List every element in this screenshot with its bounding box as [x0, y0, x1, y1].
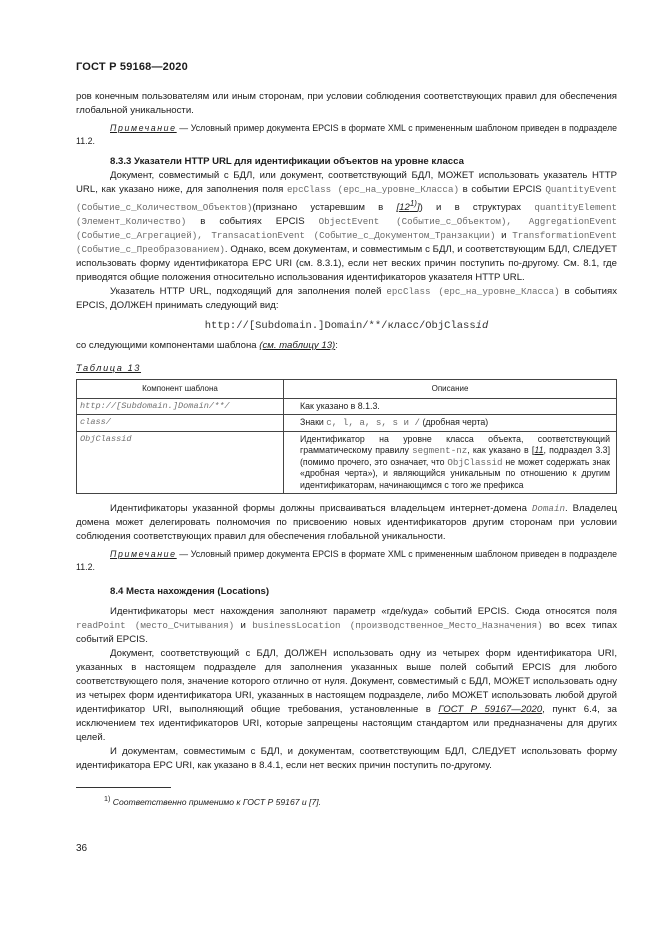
code-term: epcClass (epc_на_уровне_Класса)	[287, 184, 459, 195]
text-run: во всех типах событий EPCIS.	[76, 620, 617, 646]
section-8-3-3-heading: 8.3.3 Указатели HTTP URL для идентификации объектов на уровне класса	[110, 156, 464, 167]
text-run: :	[335, 340, 338, 352]
text-run: Идентификаторы указанной формы должны присваиваться владельцем интернет-домена	[110, 503, 532, 515]
text-run: в событии EPCIS	[458, 184, 546, 195]
table-13-link[interactable]: (см. таблицу 13)	[259, 340, 336, 352]
table-cell-component: ObjClassid	[77, 431, 284, 494]
reference-link-11[interactable]: 11	[534, 445, 544, 456]
code-term: c, l, a, s, s и /	[326, 417, 421, 429]
table-cell-component: http://[Subdomain.]Domain/**/	[77, 398, 284, 415]
column-header-component: Компонент шаблона	[77, 380, 284, 399]
code-term: segment-nz	[412, 445, 468, 457]
code-term: ObjectEvent (Событие_с_Объектом), AggregationEvent (Событие_с_Агрегацией), TransacationEvent (Событие_с_Документом_Транзакции)	[76, 216, 617, 242]
footnote-separator	[76, 787, 171, 788]
section-8-3-3-paragraph-2	[76, 285, 617, 313]
page-number: 36	[76, 843, 88, 854]
note-text: — Условный пример документа EPCIS в формате XML с примененным шаблоном приведен в подразделе 11.2.	[76, 123, 617, 146]
table-13	[76, 379, 617, 494]
section-8-4-heading: 8.4 Места нахождения (Locations)	[110, 586, 270, 598]
text-run: Документ, совместимый с БДЛ, или документ, соответствующий БДЛ, МОЖЕТ использовать указатель HTTP URL, как указано ниже, для заполнения поля	[76, 170, 617, 195]
formula-text: http://[Subdomain.]Domain/**/класс/ObjClass	[204, 320, 476, 333]
text-run: не может содержать знак «дробная черта»), и являющийся уникальным по отношению к другим идентификаторам, начинающимся с того же префикса	[300, 456, 610, 490]
footnote	[104, 792, 617, 809]
note-2	[76, 548, 617, 573]
intro-paragraph: ров конечным пользователям или иным сторонам, при условии соблюдения соответствующих правил для обеспечения глобальной уникальности.	[76, 91, 617, 116]
code-term: businessLocation (производственное_Место_Назначения)	[252, 620, 543, 632]
reference-text: [12	[396, 202, 410, 214]
text-run: Указатель HTTP URL, подходящий для заполнения полей	[110, 286, 387, 298]
footnote-text: Соответственно применимо к ГОСТ Р 59167 и [7].	[110, 797, 322, 808]
footnote-mark: 1)	[409, 199, 417, 208]
table-cell-component: class/	[77, 415, 284, 432]
text-run: Знаки	[300, 417, 327, 428]
table-row	[77, 415, 617, 432]
text-run: и	[234, 620, 253, 632]
code-term: ObjClassid	[447, 456, 503, 468]
text-run: со следующими компонентами шаблона	[76, 340, 260, 352]
text-run: , подраздел 3.3] (помимо прочего, это означает, что	[300, 445, 611, 467]
footnote-mark: 1)	[104, 795, 111, 804]
note-label: Примечание	[110, 549, 177, 560]
section-8-3-3-paragraph-3	[76, 339, 617, 353]
table-row	[77, 431, 617, 494]
note-label: Примечание	[110, 123, 177, 133]
code-term: readPoint (место_Считывания)	[76, 620, 235, 632]
text-run: (дробная черта)	[420, 417, 489, 428]
text-run: в событиях EPCIS, ДОЛЖЕН принимать следующий вид:	[76, 286, 617, 312]
text-run: Идентификаторы мест нахождения заполняют параметр «где/куда» событий EPCIS. Сюда относятся поля	[110, 606, 617, 618]
reference-link-12[interactable]	[396, 199, 420, 214]
table-cell-description	[284, 431, 617, 494]
text-run: ) и в структурах	[419, 202, 535, 214]
text-run: Документ, соответствующий с БДЛ, ДОЛЖЕН использовать одну из четырех форм идентификатора URI, указанных в настоящем подразделе для заполнения указанных выше полей событий EPCIS для любого соответствующего поля, значение которого отлично от нуля. Документ, совместимый с БДЛ, МОЖЕТ использовать одну из четырех форм идентификатора URI, указанных в настоящем подразделе, либо МОЖЕТ использовать любой другой идентификатор URI, выполняющий общие требования, установленные в	[76, 648, 617, 716]
section-8-4-paragraph-2	[76, 647, 617, 745]
section-8-4-paragraph-3: И документам, совместимым с БДЛ, и документам, соответствующим БДЛ, СЛЕДУЕТ использовать форму идентификатора EPC URI, как указано в 8.4.1, если нет веских причин поступить по-другому.	[76, 746, 617, 772]
formula-suffix: id	[475, 320, 489, 333]
section-8-4-paragraph-1	[76, 605, 617, 647]
page-body	[76, 90, 617, 809]
table-cell-description: Как указано в 8.1.3.	[284, 398, 617, 415]
document-header: ГОСТ Р 59168—2020	[76, 61, 188, 73]
note-text: — Условный пример документа EPCIS в формате XML с примененным шаблоном приведен в подразделе 11.2.	[76, 549, 617, 572]
note-1	[76, 122, 617, 147]
code-term: QuantityEvent (Событие_с_Количеством_Объектов)	[76, 184, 618, 214]
text-run: в событиях EPCIS	[186, 216, 319, 228]
table-cell-description	[284, 415, 617, 432]
text-run: . Однако, всем документам, и совместимым с БДЛ, и соответствующим БДЛ, СЛЕДУЕТ использовать форму идентификатора EPC URI (см. 8.3.1), если нет веских причин поступить по-другому. См. 8.1, где приводятся общие положения относительно использования идентификаторов указателя HTTP URL.	[76, 244, 617, 284]
code-term: Domain	[531, 503, 565, 515]
text-run: Идентификатор на уровне класса объекта, соответствующий грамматическому правилу	[300, 433, 610, 456]
table-13-caption: Таблица 13	[76, 363, 142, 374]
code-term: quantityElement (Элемент_Количество)	[76, 202, 618, 228]
text-run: (признано устаревшим в	[252, 202, 397, 214]
text-run: , пункт 6.4, за исключением тех идентификаторов URI, которые запрещены настоящим стандартом или предназначены для других целей.	[76, 704, 617, 744]
code-term: TransformationEvent (Событие_с_Преобразованием)	[76, 230, 617, 256]
text-run: , как указано в [	[467, 445, 535, 456]
code-term: epcClass (epc_на_уровне_Класса)	[386, 286, 560, 298]
text-run: . Владелец домена может делегировать полномочия по присвоению новых идентификаторов другим сторонам при условии соблюдения соответствующих правил для обеспечения глобальной уникальности.	[76, 503, 617, 543]
reference-text: ]	[416, 202, 420, 214]
gost-reference-link[interactable]: ГОСТ Р 59167—2020	[438, 704, 543, 716]
column-header-description: Описание	[284, 380, 617, 399]
section-8-3-3-paragraph-1	[76, 169, 617, 285]
table-header-row	[77, 380, 617, 399]
table-row	[77, 398, 617, 415]
text-run: и	[495, 230, 513, 242]
url-template-formula	[76, 319, 617, 333]
after-table-paragraph	[76, 502, 617, 544]
